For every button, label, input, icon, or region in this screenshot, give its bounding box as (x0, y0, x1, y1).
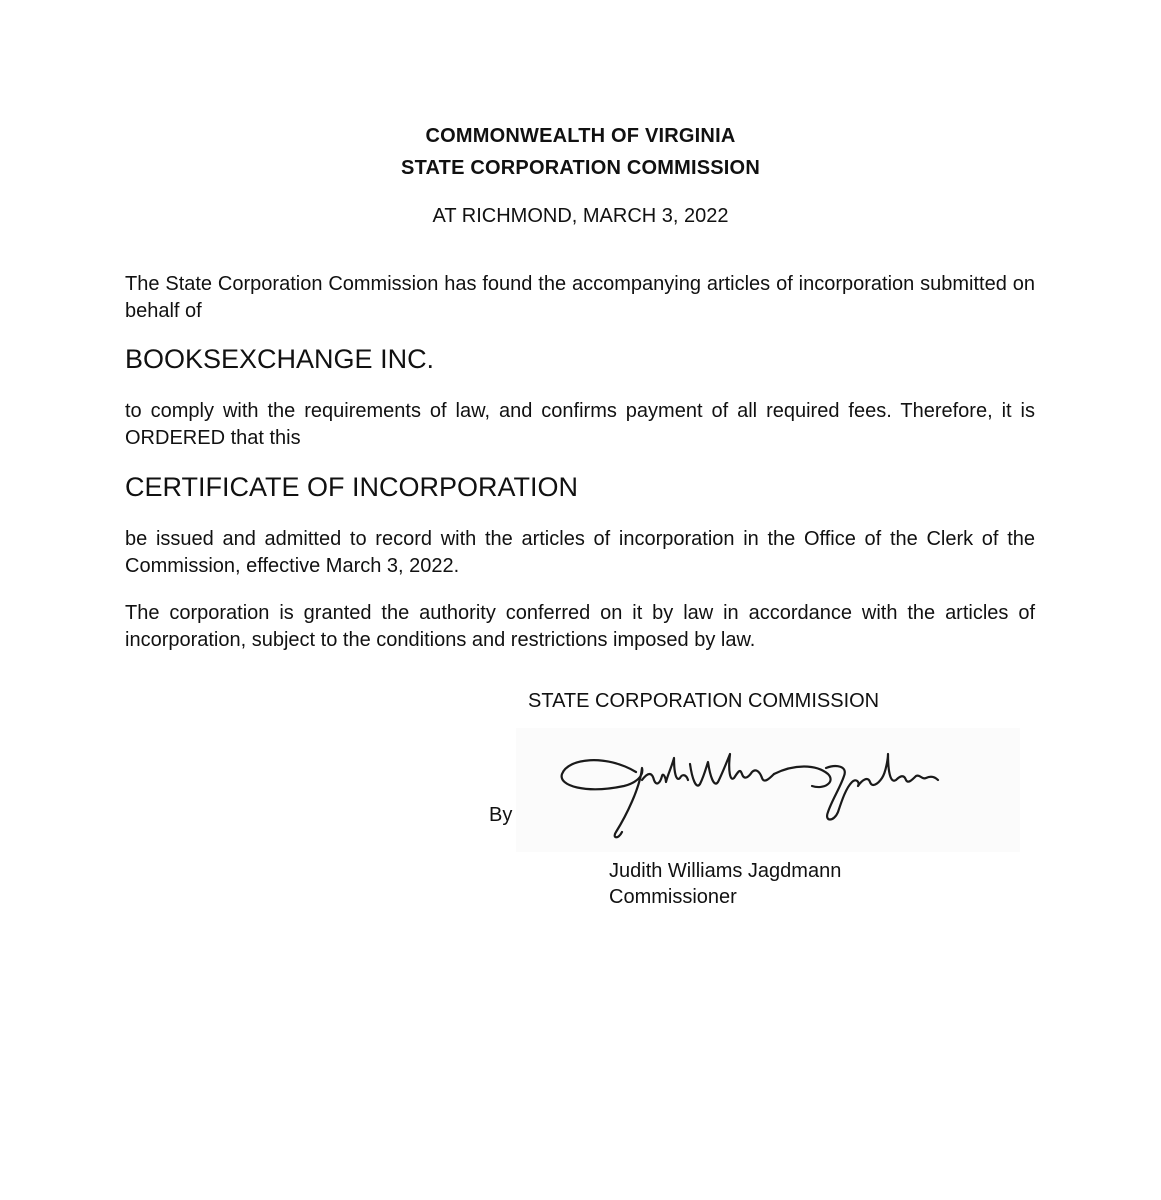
header-commonwealth: COMMONWEALTH OF VIRGINIA (425, 125, 736, 147)
by-label: By (489, 804, 513, 826)
header-commission: STATE CORPORATION COMMISSION (401, 157, 760, 179)
company-name: BOOKSEXCHANGE INC. (125, 344, 435, 374)
paragraph-authority: The corporation is granted the authority conferred on it by law in accordance with the articles of incorporation, subject to the conditions and restrictions imposed by law. (125, 602, 1035, 651)
paragraph-issuance: be issued and admitted to record with the articles of incorporation in the Office of the Clerk of the Commission, effective March 3, 2022. (125, 528, 1035, 577)
signer-title: Commissioner (609, 886, 737, 908)
signature-image (516, 728, 1020, 852)
dateline: AT RICHMOND, MARCH 3, 2022 (432, 205, 729, 227)
handwritten-signature-icon (516, 728, 1020, 852)
signature-organization: STATE CORPORATION COMMISSION (528, 690, 880, 712)
signer-name: Judith Williams Jagdmann (609, 860, 842, 882)
certificate-title: CERTIFICATE OF INCORPORATION (125, 472, 579, 502)
paragraph-findings: The State Corporation Commission has found the accompanying articles of incorporation submitted on behalf of (125, 273, 1035, 322)
paragraph-compliance: to comply with the requirements of law, and confirms payment of all required fees. Therefore, it is ORDERED that this (125, 400, 1035, 449)
